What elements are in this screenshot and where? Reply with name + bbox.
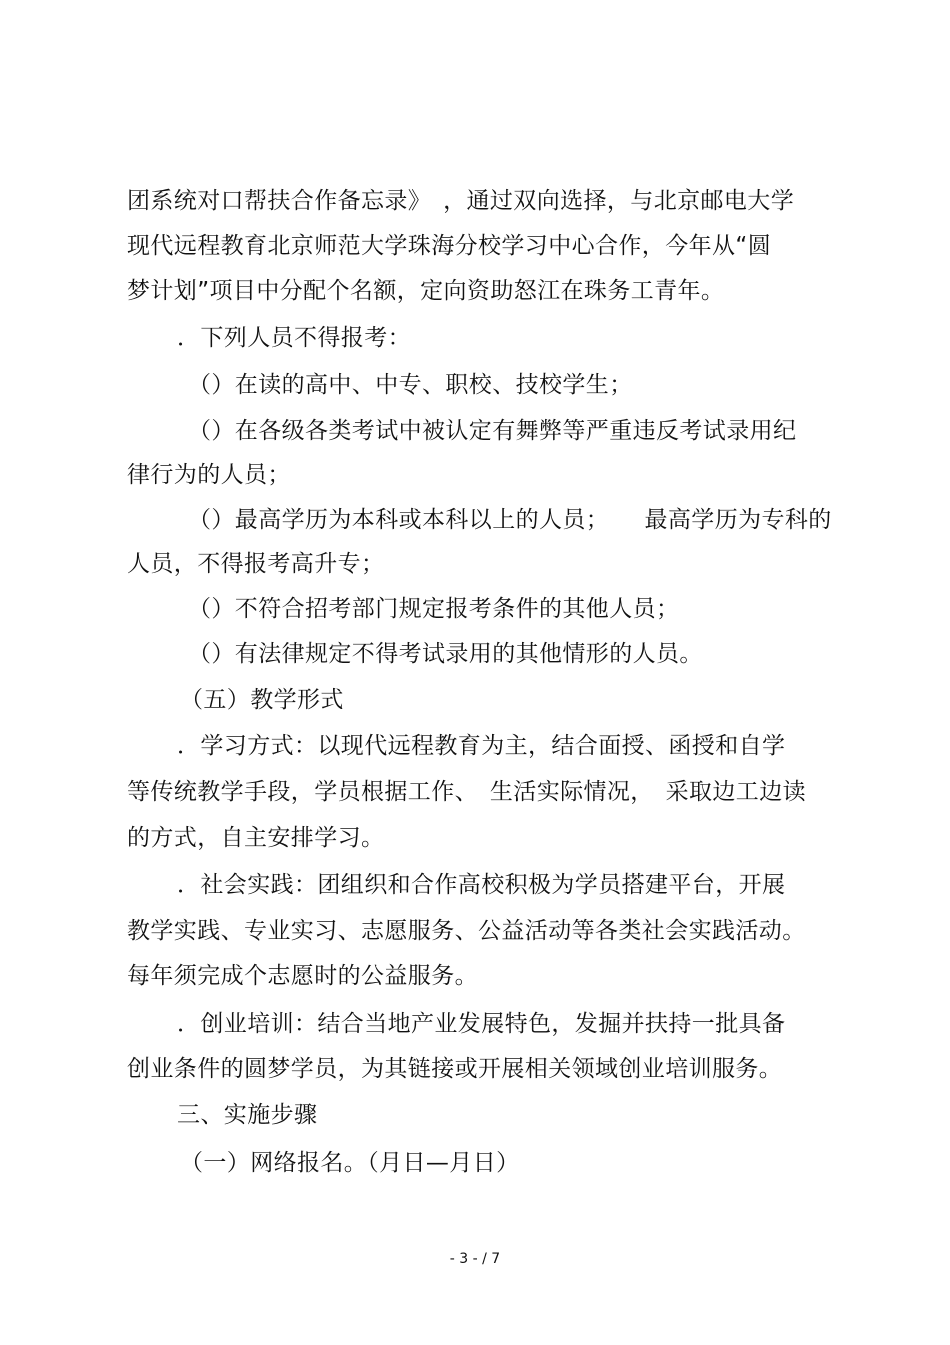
section-heading: 三、实施步骤 [177, 1102, 318, 1128]
body-line: ．创业培训：结合当地产业发展特色，发掘并扶持一批具备 [177, 1011, 786, 1037]
body-line: 教学实践、专业实习、志愿服务、公益活动等各类社会实践活动。 [127, 918, 806, 944]
page-number: - 3 - / 7 [449, 1251, 501, 1267]
body-line: （）最高学历为本科或本科以上的人员； 最高学历为专科的 [188, 507, 832, 533]
body-line: ．下列人员不得报考： [177, 325, 411, 351]
body-line: 的方式，自主安排学习。 [127, 825, 385, 851]
body-line: 团系统对口帮扶合作备忘录》 ，通过双向选择，与北京邮电大学 [127, 188, 795, 214]
body-line: ．社会实践：团组织和合作高校积极为学员搭建平台，开展 [177, 872, 786, 898]
body-line: 现代远程教育北京师范大学珠海分校学习中心合作，今年从“圆 [127, 233, 772, 259]
body-line: ．学习方式：以现代远程教育为主，结合面授、函授和自学 [177, 733, 786, 759]
body-line: （）有法律规定不得考试录用的其他情形的人员。 [188, 641, 703, 667]
body-line: 等传统教学手段，学员根据工作、 生活实际情况， 采取边工边读 [127, 779, 806, 805]
body-line: 梦计划”项目中分配个名额，定向资助怒江在珠务工青年。 [127, 278, 725, 304]
section-heading: （五）教学形式 [180, 687, 344, 713]
section-heading: （一）网络报名。（月日—月日） [180, 1150, 520, 1176]
body-line: 律行为的人员； [127, 462, 291, 488]
body-line: 每年须完成个志愿时的公益服务。 [127, 963, 478, 989]
body-line: 人员，不得报考高升专； [127, 551, 385, 577]
body-line: （）不符合招考部门规定报考条件的其他人员； [188, 596, 680, 622]
body-line: 创业条件的圆梦学员，为其链接或开展相关领域创业培训服务。 [127, 1056, 783, 1082]
body-line: （）在读的高中、中专、职校、技校学生； [188, 372, 633, 398]
body-line: （）在各级各类考试中被认定有舞弊等严重违反考试录用纪 [188, 418, 797, 444]
